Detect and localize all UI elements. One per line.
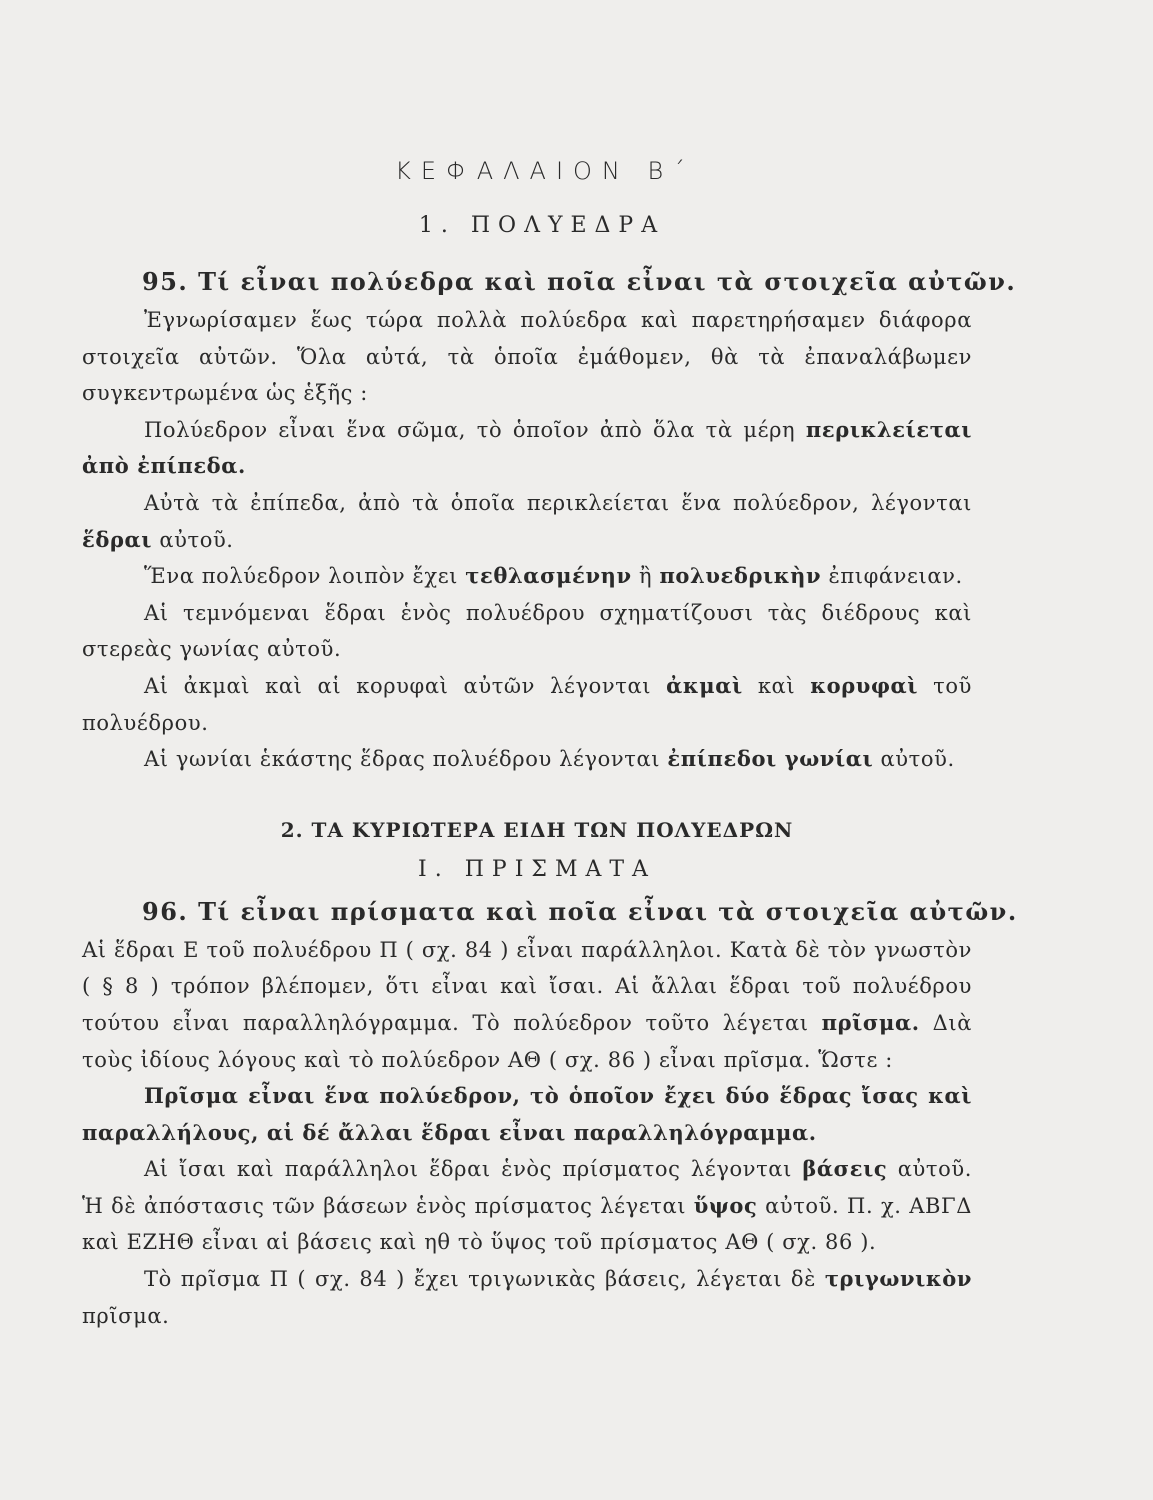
subsection-prisms-title: Ι. ΠΡΙΣΜΑΤΑ — [418, 856, 656, 882]
q95-p3-text: Αὐτὰ τὰ ἐπίπεδα, ἀπὸ τὰ ὁποῖα περικλείεται ἕνα πολύεδρον, λέγονται — [144, 490, 972, 515]
q96-paragraph-3 — [82, 1151, 972, 1261]
q95-p6-text: Αἱ ἀκμαὶ καὶ αἱ κορυφαὶ αὐτῶν λέγονται — [144, 673, 667, 698]
q95-p4-bold-2: πολυεδρικὴν — [659, 563, 822, 589]
q95-p4-text: Ἕνα πολύεδρον λοιπὸν ἔχει — [144, 564, 466, 589]
q95-p6-bold-1: ἀκμαὶ — [666, 672, 743, 698]
q96-p1-text: Αἱ ἕδραι Ε τοῦ πολυέδρου Π ( σχ. 84 ) εἶναι παράλληλοι. Κατὰ δὲ τὸν γνωστὸν ( § 8 ) τρόπον βλέπομεν, ὅτι εἶναι καὶ ἴσαι. Αἱ ἄλλαι ἕδραι τοῦ πολυέδρου τούτου εἶναι παραλληλόγραμμα. Τὸ πολύεδρον τοῦτο λέγεται — [82, 937, 972, 1035]
q95-paragraph-7 — [82, 741, 972, 778]
q96-paragraph-4 — [82, 1261, 972, 1334]
q95-p6-text-mid: καὶ — [742, 673, 811, 698]
q96-p4-text: Τὸ πρῖσμα Π ( σχ. 84 ) ἔχει τριγωνικὰς βάσεις, λέγεται δὲ — [144, 1267, 825, 1292]
section-2-title: 2. ΤΑ ΚΥΡΙΩΤΕΡΑ ΕΙΔΗ ΤΩΝ ΠΟΛΥΕΔΡΩΝ — [280, 817, 794, 842]
q96-p1-bold: πρῖσμα. — [821, 1009, 920, 1035]
q95-p4-text-mid: ἢ — [631, 564, 660, 589]
q95-p2-text: Πολύεδρον εἶναι ἕνα σῶμα, τὸ ὁποῖον ἀπὸ ὅλα τὰ μέρη — [144, 417, 806, 442]
question-96-heading: 96. Τί εἶναι πρίσματα καὶ ποῖα εἶναι τὰ στοιχεῖα αὐτῶν. — [142, 896, 1018, 926]
q95-paragraph-2 — [82, 412, 972, 485]
q95-p4-text-end: ἐπιφάνειαν. — [821, 564, 963, 589]
q96-p4-text-end: πρῖσμα. — [82, 1303, 170, 1328]
q96-p3-bold-1: βάσεις — [802, 1156, 888, 1182]
q95-p2-bold: περικλείεται ἀπὸ ἐπίπεδα. — [82, 416, 972, 479]
q96-paragraph-1 — [82, 932, 972, 1078]
question-95-heading: 95. Τί εἶναι πολύεδρα καὶ ποῖα εἶναι τὰ στοιχεῖα αὐτῶν. — [142, 267, 1017, 296]
q96-p3-text: Αἱ ἴσαι καὶ παράλληλοι ἕδραι ἑνὸς πρίσματος λέγονται — [144, 1157, 803, 1182]
q95-p3-text-end: αὐτοῦ. — [152, 527, 234, 552]
q96-prism-definition: Πρῖσμα εἶναι ἕνα πολύεδρον, τὸ ὁποῖον ἔχει δύο ἕδρας ἴσας καὶ παραλλήλους, αἱ δέ ἄλλαι ἕδραι εἶναι παραλληλόγραμμα. — [82, 1083, 972, 1145]
q95-p7-bold: ἐπίπεδοι γωνίαι — [667, 746, 874, 772]
q95-paragraph-6 — [82, 668, 972, 741]
q95-paragraph-1: Ἐγνωρίσαμεν ἕως τώρα πολλὰ πολύεδρα καὶ παρετηρήσαμεν διάφορα στοιχεῖα αὐτῶν. Ὅλα αὐτά, τὰ ὁποῖα ἐμάθομεν, θὰ τὰ ἐπαναλάβωμεν συγκεντρωμένα ὡς ἑξῆς : — [82, 308, 972, 406]
q95-p6-bold-2: κορυφαὶ — [810, 672, 919, 698]
section-1-title: 1. ΠΟΛΥΕΔΡΑ — [418, 213, 666, 238]
q95-paragraph-5: Αἱ τεμνόμεναι ἕδραι ἑνὸς πολυέδρου σχηματίζουσι τὰς διέδρους καὶ στερεὰς γωνίας αὐτοῦ. — [82, 600, 972, 662]
q95-p6-text-end: τοῦ πολυέδρου. — [82, 673, 972, 735]
q96-p3-bold-2: ὕψος — [693, 1192, 758, 1218]
q96-p1-text-end: Διὰ τοὺς ἰδίους λόγους καὶ τὸ πολύεδρον ΑΘ ( σχ. 86 ) εἶναι πρῖσμα. Ὥστε : — [82, 1010, 972, 1072]
q96-p3-text-mid: αὐτοῦ. Ἡ δὲ ἀπόστασις τῶν βάσεων ἑνὸς πρίσματος λέγεται — [82, 1157, 972, 1218]
q95-p7-text: Αἱ γωνίαι ἑκάστης ἕδρας πολυέδρου λέγονται — [144, 747, 668, 772]
page-content — [82, 150, 1018, 1334]
q95-p7-text-end: αὐτοῦ. — [873, 747, 955, 772]
q96-p3-text-end: αὐτοῦ. Π. χ. ΑΒΓΔ καὶ ΕΖΗΘ εἶναι αἱ βάσεις καὶ ηθ τὸ ὕψος τοῦ πρίσματος ΑΘ ( σχ. 86 ). — [82, 1193, 972, 1255]
chapter-heading: ΚΕΦΑΛΑΙΟΝ Β΄ — [395, 157, 695, 185]
q96-p4-bold: τριγωνικὸν — [824, 1266, 972, 1292]
q95-p4-bold-1: τεθλασμένην — [465, 563, 632, 589]
q95-paragraph-3 — [82, 485, 972, 558]
q95-paragraph-4 — [82, 558, 972, 595]
q95-p3-bold: ἕδραι — [82, 526, 153, 552]
